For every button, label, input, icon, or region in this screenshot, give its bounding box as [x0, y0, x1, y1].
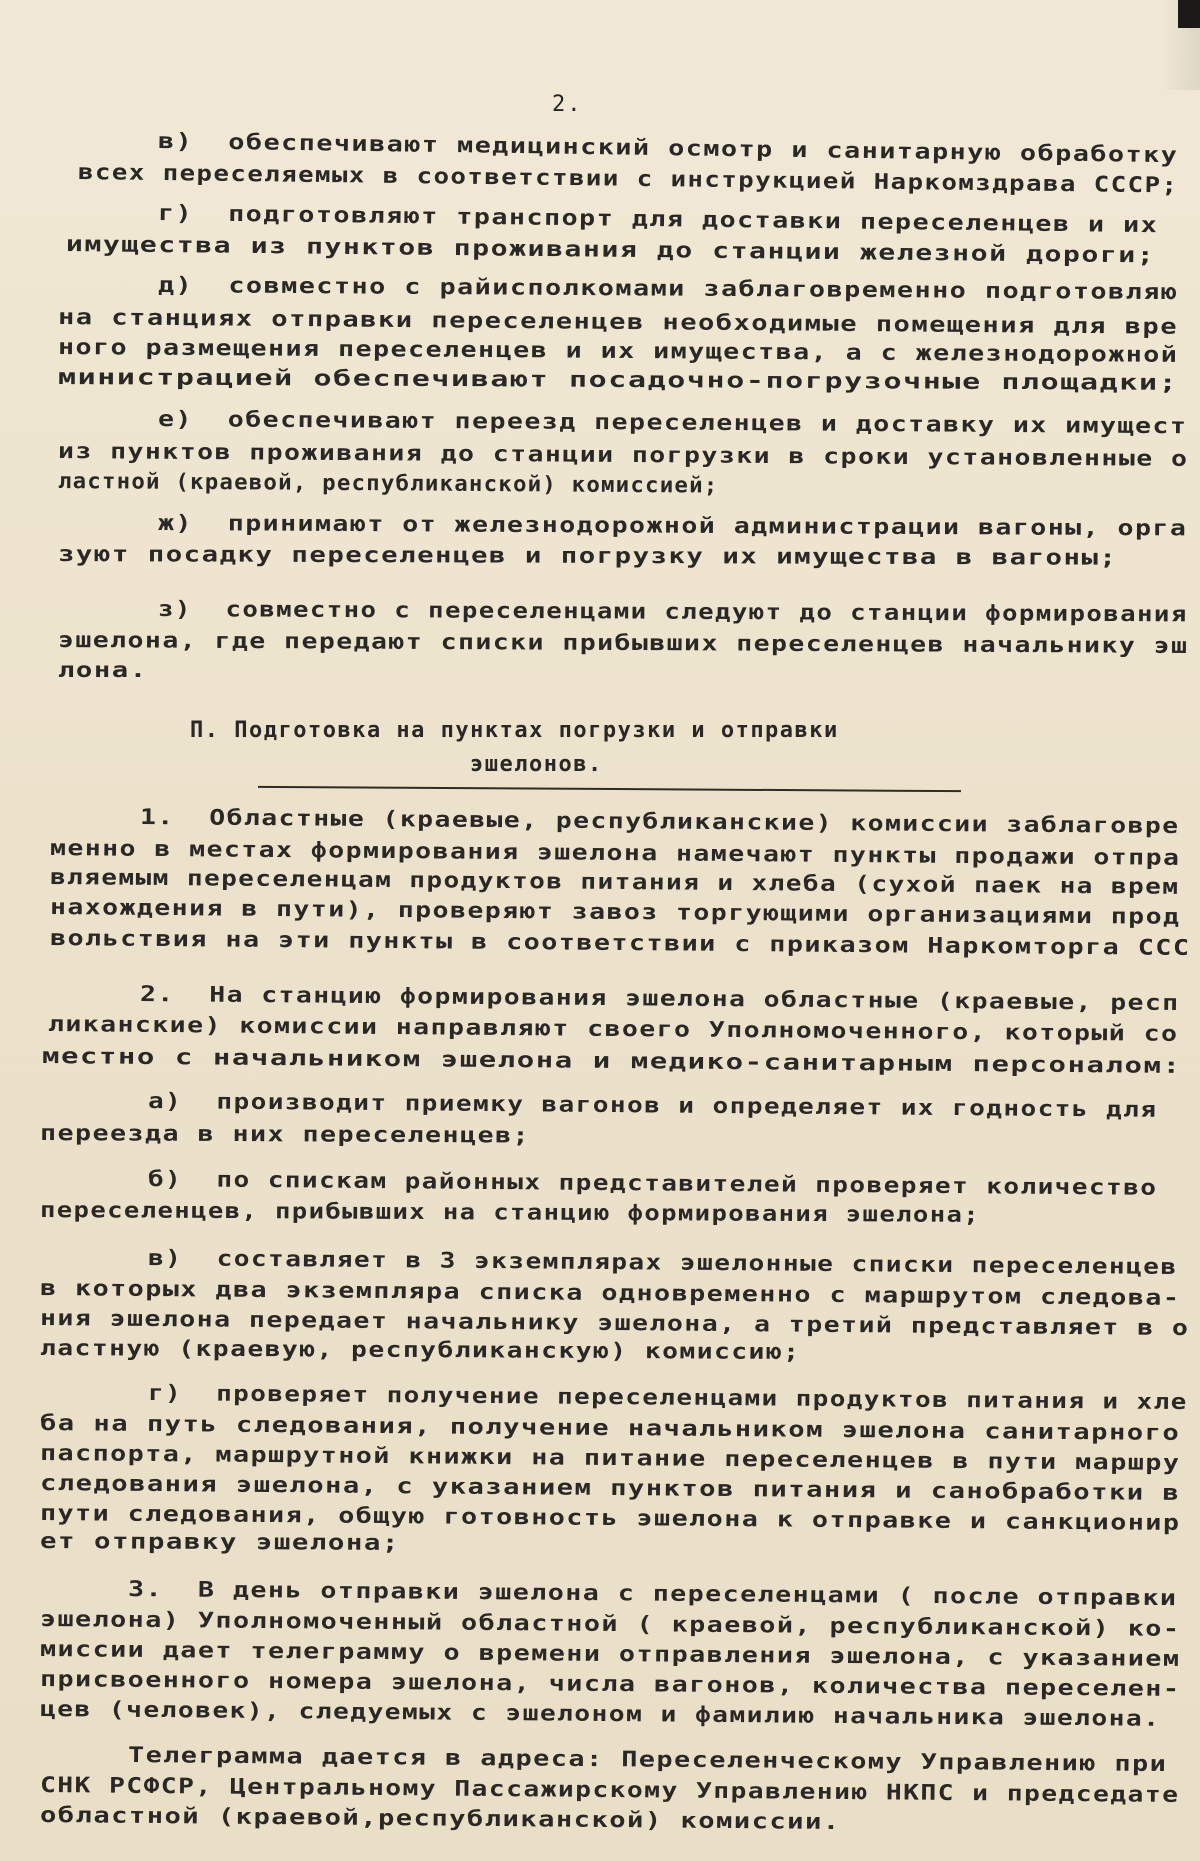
text-line: 1. Областные (краевые, республиканские) комиссии заблаговре: [139, 805, 1180, 840]
text-line: вляемым переселенцам продуктов питания и хлеба (сухой паек на врем: [49, 865, 1180, 900]
page-number: 2.: [552, 92, 583, 117]
text-line: з) совместно с переселенцами следуют до станции формирования: [157, 597, 1188, 628]
text-line: нахождения в пути), проверяют завоз торгующими организациями прод: [49, 895, 1181, 930]
text-line: ба на путь следования, получение начальником эшелона санитарного: [39, 1411, 1181, 1446]
text-line: переселенцев, прибывших на станцию формирования эшелона;: [39, 1198, 981, 1228]
text-line: министрацией обеспечивают посадочно-погрузочные площадки;: [57, 365, 1179, 396]
text-line: в) обеспечивают медицинский осмотр и санитарную обработку: [157, 129, 1179, 169]
text-line: ет отправку эшелона;: [39, 1529, 400, 1556]
text-line: ластной (краевой, республиканской) комиссией;: [57, 469, 719, 499]
section-heading-line-2: эшелонов.: [470, 752, 603, 777]
text-line: ластную (краевую, республиканскую) комиссию;: [39, 1336, 801, 1365]
text-line: ж) принимают от железнодорожной администрации вагоны, орга: [157, 511, 1188, 542]
text-line: СНК РСФСР, Центральному Пассажирскому Управлению НКПС и председате: [39, 1773, 1180, 1808]
text-line: 2. На станцию формирования эшелона областные (краевые, респ: [139, 982, 1180, 1017]
text-line: ликанские) комиссии направляют своего Уполномоченного, который со: [47, 1012, 1179, 1047]
text-line: присвоенного номера эшелона, числа вагонов, количества переселен-: [39, 1667, 1181, 1702]
text-line: имущества из пунктов проживания до станции железной дороги;: [65, 232, 1156, 269]
text-line: областной (краевой,республиканской) комиссии.: [39, 1803, 841, 1835]
text-line: из пунктов проживания до станции погрузки в сроки установленные о: [57, 439, 1189, 472]
text-line: эшелона, где передают списки прибывших переселенцев начальнику эш: [57, 628, 1189, 659]
text-line: д) совместно с райисполкомами заблаговременно подготовляю: [157, 273, 1179, 306]
text-line: а) производит приемку вагонов и определяет их годность для: [147, 1089, 1158, 1123]
text-line: в) составляет в 3 экземплярах эшелонные списки переселенцев: [147, 1246, 1178, 1280]
text-line: следования эшелона, с указанием пунктов питания и санобработки в: [39, 1471, 1181, 1506]
text-line: местно с начальником эшелона и медико-санитарным персоналом:: [41, 1044, 1182, 1079]
text-line: паспорта, маршрутной книжки на питание переселенцев в пути маршру: [39, 1441, 1181, 1476]
text-line: 3. В день отправки эшелона с переселенцами ( после отправки: [127, 1577, 1178, 1612]
text-line: переезда в них переселенцев;: [39, 1121, 531, 1149]
text-line: ного размещения переселенцев и их имущества, а с железнодорожной: [57, 335, 1179, 368]
text-line: менно в местах формирования эшелона намечают пункты продажи отпра: [49, 836, 1181, 871]
heading-underline: [258, 786, 961, 792]
text-line: г) подготовляют транспорт для доставки переселенцев и их: [157, 201, 1159, 239]
section-heading-line-1: П. Подготовка на пунктах погрузки и отправки: [190, 718, 839, 743]
text-line: е) обеспечивают переезд переселенцев и доставку их имущест: [157, 407, 1188, 440]
text-line: зуют посадку переселенцев и погрузку их имущества в вагоны;: [57, 542, 1118, 571]
text-line: пути следования, общую готовность эшелона к отправке и санкционир: [39, 1501, 1181, 1536]
text-line: эшелона) Уполномоченный областной ( краевой, республиканской) ко-: [39, 1607, 1181, 1642]
text-line: б) по спискам районных представителей проверяет количество: [147, 1167, 1158, 1201]
text-line: в которых два экземпляра списка одновременно с маршрутом следова-: [39, 1276, 1181, 1311]
text-line: ния эшелона передает начальнику эшелона, а третий представляет в о: [39, 1306, 1190, 1342]
text-line: лона.: [58, 658, 148, 683]
text-line: всех переселяемых в соответствии с инструкцией Наркомздрава СССР;: [77, 160, 1179, 199]
text-line: вольствия на эти пункты в соответствии с приказом Наркомторга ССС: [49, 926, 1191, 961]
text-line: Телеграмма дается в адреса: Переселенческому Управлению при: [127, 1743, 1168, 1778]
text-line: на станциях отправки переселенцев необходимые помещения для вре: [57, 305, 1179, 340]
corner-ink-mark: [1178, 0, 1200, 28]
text-line: цев (человек), следуемых с эшелоном и фамилию начальника эшелона.: [39, 1697, 1161, 1732]
text-line: миссии дает телеграмму о времени отправления эшелона, с указанием: [39, 1637, 1181, 1672]
text-line: г) проверяет получение переселенцами продуктов питания и хле: [147, 1381, 1188, 1416]
